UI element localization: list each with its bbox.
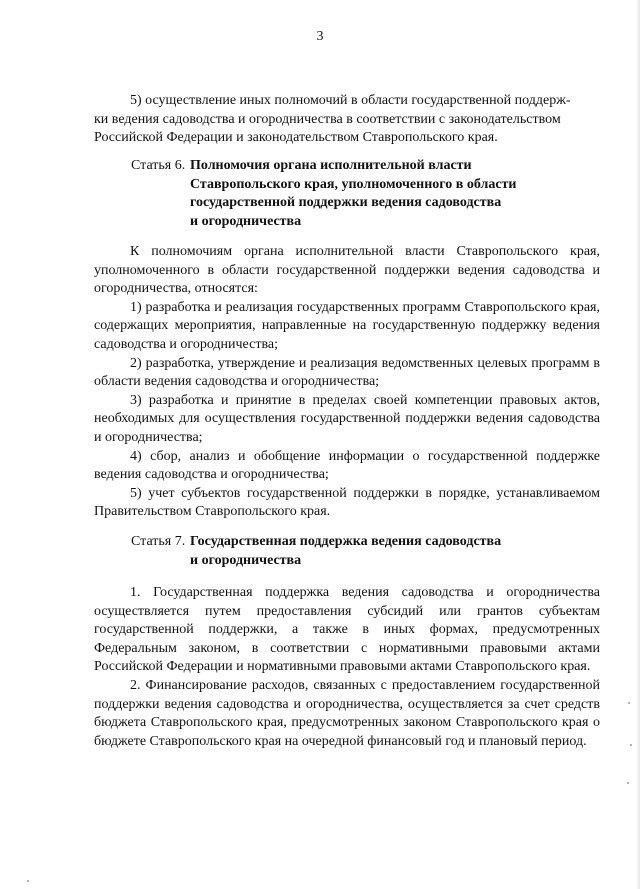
article-6-item: 2) разработка, утверждение и реализация ведомственных целевых программ в области ведения садоводства и огородничества; xyxy=(94,355,600,390)
scan-speck xyxy=(627,782,629,784)
article-6-item: 3) разработка и принятие в пределах своей компетенции правовых актов, необходимых для осуществления государственной поддержки ведения садоводства и огородничества; xyxy=(94,392,600,445)
article-6-title-line: государственной поддержки ведения садоводства xyxy=(190,195,502,211)
article-6-title-line: Полномочия органа исполнительной власти xyxy=(190,158,472,173)
intro-item-line: Российской Федерации и законодательством Ставропольского края. xyxy=(94,130,498,146)
article-6-prefix: Статья 6. xyxy=(131,158,186,173)
article-6-heading xyxy=(131,157,517,231)
intro-item-line: 5) осуществление иных полномочий в области государственной поддерж- xyxy=(130,93,571,108)
scan-speck xyxy=(27,880,29,882)
page-number: 3 xyxy=(316,29,324,44)
article-7-paragraph: 2. Финансирование расходов, связанных с предоставлением государственной поддержки ведения садоводства и огородничества, осуществляется за счет средств бюджета Ставропольского края, предусмотренных законом Ставропольского края о бюджете Ставропольского края на очередной финансовый год и плановый период. xyxy=(94,677,600,749)
article-7-title-line: Государственная поддержка ведения садоводства xyxy=(190,534,502,549)
article-6-title-line: и огородничества xyxy=(190,213,302,229)
scan-speck xyxy=(630,744,632,746)
article-6-item: 5) учет субъектов государственной поддержки в порядке, устанавливаемом Правительством Ставропольского края. xyxy=(94,485,600,520)
scan-edge-shadow xyxy=(636,0,640,889)
intro-item xyxy=(94,92,600,148)
article-7-body xyxy=(94,584,600,751)
article-6-title-line: Ставропольского края, уполномоченного в области xyxy=(190,176,517,192)
article-7-prefix: Статья 7. xyxy=(131,534,186,549)
article-7-heading xyxy=(131,533,501,570)
article-6-body xyxy=(94,243,600,522)
article-6-item: 4) сбор, анализ и обобщение информации о государственной поддержке ведения садоводства и огородничества; xyxy=(94,448,600,483)
article-6-item: 1) разработка и реализация государственных программ Ставропольского края, содержащих мероприятия, направленные на государственную поддержку ведения садоводства и огородничества; xyxy=(94,299,600,352)
intro-item-line: ки ведения садоводства и огородничества в соответствии с законодательством xyxy=(94,111,561,127)
article-6-lead: К полномочиям органа исполнительной власти Ставропольского края, уполномоченного в области государственной поддержки ведения садоводства и огородничества, относятся: xyxy=(94,244,600,297)
article-7-title-line: и огородничества xyxy=(190,552,302,568)
article-7-paragraph: 1. Государственная поддержка ведения садоводства и огородничества осуществляется путем предоставления субсидий или грантов субъектам государственной поддержки, а также в иных формах, предусмотренных Федеральным законом, в соответствии с нормативными правовыми актами Российской Федерации и нормативными правовыми актами Ставропольского края. xyxy=(94,585,600,675)
scan-speck xyxy=(628,702,630,704)
